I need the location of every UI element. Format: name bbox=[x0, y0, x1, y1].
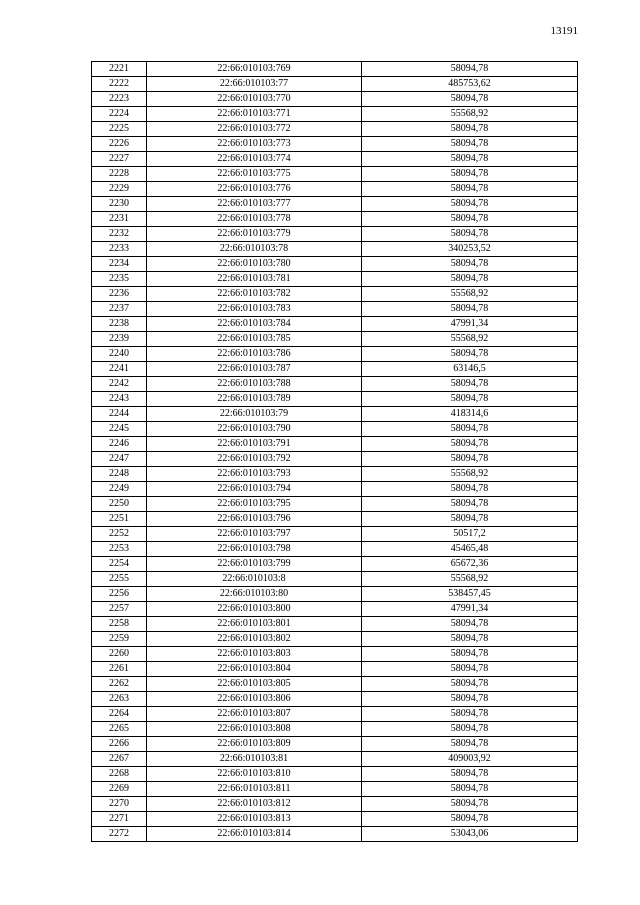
table-row bbox=[92, 782, 578, 797]
row-number-cell: 2258 bbox=[92, 617, 147, 632]
cadastral-value-cell: 58094,78 bbox=[362, 137, 578, 152]
cadastral-value-cell: 58094,78 bbox=[362, 767, 578, 782]
cadastral-value-table bbox=[91, 61, 578, 842]
cadastral-number-cell: 22:66:010103:799 bbox=[147, 557, 362, 572]
cadastral-value-cell: 58094,78 bbox=[362, 302, 578, 317]
cadastral-value-cell: 58094,78 bbox=[362, 272, 578, 287]
table-row bbox=[92, 512, 578, 527]
cadastral-number-cell: 22:66:010103:81 bbox=[147, 752, 362, 767]
table-row bbox=[92, 287, 578, 302]
table-row bbox=[92, 257, 578, 272]
table-row bbox=[92, 752, 578, 767]
row-number-cell: 2241 bbox=[92, 362, 147, 377]
row-number-cell: 2243 bbox=[92, 392, 147, 407]
row-number-cell: 2225 bbox=[92, 122, 147, 137]
cadastral-number-cell: 22:66:010103:811 bbox=[147, 782, 362, 797]
cadastral-value-cell: 58094,78 bbox=[362, 197, 578, 212]
table-row bbox=[92, 137, 578, 152]
cadastral-number-cell: 22:66:010103:792 bbox=[147, 452, 362, 467]
table-row bbox=[92, 437, 578, 452]
table-row bbox=[92, 167, 578, 182]
cadastral-number-cell: 22:66:010103:774 bbox=[147, 152, 362, 167]
table-row bbox=[92, 152, 578, 167]
cadastral-value-cell: 63146,5 bbox=[362, 362, 578, 377]
cadastral-value-cell: 58094,78 bbox=[362, 92, 578, 107]
cadastral-value-cell: 53043,06 bbox=[362, 827, 578, 842]
row-number-cell: 2249 bbox=[92, 482, 147, 497]
cadastral-value-cell: 58094,78 bbox=[362, 422, 578, 437]
row-number-cell: 2226 bbox=[92, 137, 147, 152]
cadastral-number-cell: 22:66:010103:813 bbox=[147, 812, 362, 827]
table-row bbox=[92, 197, 578, 212]
table-row bbox=[92, 797, 578, 812]
table-row bbox=[92, 572, 578, 587]
table-row bbox=[92, 317, 578, 332]
row-number-cell: 2270 bbox=[92, 797, 147, 812]
row-number-cell: 2262 bbox=[92, 677, 147, 692]
table-row bbox=[92, 662, 578, 677]
table-row bbox=[92, 557, 578, 572]
table-row bbox=[92, 332, 578, 347]
table-row bbox=[92, 92, 578, 107]
table-row bbox=[92, 392, 578, 407]
cadastral-number-cell: 22:66:010103:786 bbox=[147, 347, 362, 362]
row-number-cell: 2252 bbox=[92, 527, 147, 542]
row-number-cell: 2231 bbox=[92, 212, 147, 227]
table-row bbox=[92, 497, 578, 512]
cadastral-number-cell: 22:66:010103:784 bbox=[147, 317, 362, 332]
row-number-cell: 2223 bbox=[92, 92, 147, 107]
table-row bbox=[92, 767, 578, 782]
row-number-cell: 2251 bbox=[92, 512, 147, 527]
row-number-cell: 2269 bbox=[92, 782, 147, 797]
table-row bbox=[92, 707, 578, 722]
row-number-cell: 2238 bbox=[92, 317, 147, 332]
cadastral-number-cell: 22:66:010103:790 bbox=[147, 422, 362, 437]
cadastral-number-cell: 22:66:010103:78 bbox=[147, 242, 362, 257]
cadastral-value-cell: 418314,6 bbox=[362, 407, 578, 422]
row-number-cell: 2248 bbox=[92, 467, 147, 482]
cadastral-value-cell: 55568,92 bbox=[362, 107, 578, 122]
table-row bbox=[92, 77, 578, 92]
table-row bbox=[92, 272, 578, 287]
cadastral-value-cell: 58094,78 bbox=[362, 647, 578, 662]
row-number-cell: 2229 bbox=[92, 182, 147, 197]
cadastral-value-cell: 58094,78 bbox=[362, 632, 578, 647]
table-row bbox=[92, 737, 578, 752]
cadastral-number-cell: 22:66:010103:798 bbox=[147, 542, 362, 557]
table-row bbox=[92, 107, 578, 122]
row-number-cell: 2221 bbox=[92, 62, 147, 77]
cadastral-value-cell: 58094,78 bbox=[362, 167, 578, 182]
cadastral-number-cell: 22:66:010103:800 bbox=[147, 602, 362, 617]
cadastral-value-cell: 55568,92 bbox=[362, 287, 578, 302]
row-number-cell: 2239 bbox=[92, 332, 147, 347]
row-number-cell: 2250 bbox=[92, 497, 147, 512]
cadastral-value-cell: 58094,78 bbox=[362, 377, 578, 392]
table-row bbox=[92, 482, 578, 497]
cadastral-number-cell: 22:66:010103:788 bbox=[147, 377, 362, 392]
cadastral-value-cell: 47991,34 bbox=[362, 317, 578, 332]
cadastral-value-cell: 538457,45 bbox=[362, 587, 578, 602]
cadastral-number-cell: 22:66:010103:809 bbox=[147, 737, 362, 752]
table-row bbox=[92, 647, 578, 662]
cadastral-number-cell: 22:66:010103:777 bbox=[147, 197, 362, 212]
row-number-cell: 2246 bbox=[92, 437, 147, 452]
cadastral-number-cell: 22:66:010103:814 bbox=[147, 827, 362, 842]
row-number-cell: 2256 bbox=[92, 587, 147, 602]
table-row bbox=[92, 542, 578, 557]
cadastral-value-cell: 58094,78 bbox=[362, 347, 578, 362]
row-number-cell: 2253 bbox=[92, 542, 147, 557]
row-number-cell: 2260 bbox=[92, 647, 147, 662]
table-row bbox=[92, 242, 578, 257]
table-row bbox=[92, 362, 578, 377]
cadastral-number-cell: 22:66:010103:804 bbox=[147, 662, 362, 677]
table-row bbox=[92, 602, 578, 617]
cadastral-number-cell: 22:66:010103:787 bbox=[147, 362, 362, 377]
table-row bbox=[92, 812, 578, 827]
row-number-cell: 2224 bbox=[92, 107, 147, 122]
table-body bbox=[92, 62, 578, 842]
cadastral-value-cell: 58094,78 bbox=[362, 437, 578, 452]
cadastral-number-cell: 22:66:010103:803 bbox=[147, 647, 362, 662]
table-row bbox=[92, 407, 578, 422]
cadastral-number-cell: 22:66:010103:779 bbox=[147, 227, 362, 242]
cadastral-value-cell: 58094,78 bbox=[362, 212, 578, 227]
cadastral-number-cell: 22:66:010103:810 bbox=[147, 767, 362, 782]
cadastral-number-cell: 22:66:010103:79 bbox=[147, 407, 362, 422]
cadastral-number-cell: 22:66:010103:791 bbox=[147, 437, 362, 452]
row-number-cell: 2242 bbox=[92, 377, 147, 392]
table-row bbox=[92, 212, 578, 227]
row-number-cell: 2263 bbox=[92, 692, 147, 707]
cadastral-value-cell: 58094,78 bbox=[362, 737, 578, 752]
cadastral-value-cell: 58094,78 bbox=[362, 182, 578, 197]
cadastral-value-cell: 58094,78 bbox=[362, 452, 578, 467]
cadastral-value-cell: 58094,78 bbox=[362, 617, 578, 632]
row-number-cell: 2234 bbox=[92, 257, 147, 272]
row-number-cell: 2235 bbox=[92, 272, 147, 287]
row-number-cell: 2236 bbox=[92, 287, 147, 302]
row-number-cell: 2267 bbox=[92, 752, 147, 767]
row-number-cell: 2257 bbox=[92, 602, 147, 617]
table-row bbox=[92, 587, 578, 602]
cadastral-value-cell: 58094,78 bbox=[362, 722, 578, 737]
cadastral-value-cell: 58094,78 bbox=[362, 512, 578, 527]
cadastral-number-cell: 22:66:010103:812 bbox=[147, 797, 362, 812]
table-row bbox=[92, 377, 578, 392]
cadastral-number-cell: 22:66:010103:795 bbox=[147, 497, 362, 512]
cadastral-value-cell: 55568,92 bbox=[362, 332, 578, 347]
cadastral-value-cell: 340253,52 bbox=[362, 242, 578, 257]
row-number-cell: 2240 bbox=[92, 347, 147, 362]
cadastral-number-cell: 22:66:010103:778 bbox=[147, 212, 362, 227]
cadastral-number-cell: 22:66:010103:797 bbox=[147, 527, 362, 542]
row-number-cell: 2259 bbox=[92, 632, 147, 647]
row-number-cell: 2230 bbox=[92, 197, 147, 212]
cadastral-value-cell: 58094,78 bbox=[362, 392, 578, 407]
cadastral-value-cell: 55568,92 bbox=[362, 467, 578, 482]
page-number: 13191 bbox=[550, 25, 578, 37]
row-number-cell: 2228 bbox=[92, 167, 147, 182]
cadastral-number-cell: 22:66:010103:808 bbox=[147, 722, 362, 737]
cadastral-value-cell: 58094,78 bbox=[362, 482, 578, 497]
cadastral-value-cell: 58094,78 bbox=[362, 782, 578, 797]
row-number-cell: 2272 bbox=[92, 827, 147, 842]
cadastral-number-cell: 22:66:010103:794 bbox=[147, 482, 362, 497]
cadastral-value-cell: 58094,78 bbox=[362, 62, 578, 77]
row-number-cell: 2237 bbox=[92, 302, 147, 317]
cadastral-number-cell: 22:66:010103:8 bbox=[147, 572, 362, 587]
cadastral-number-cell: 22:66:010103:793 bbox=[147, 467, 362, 482]
cadastral-value-cell: 58094,78 bbox=[362, 152, 578, 167]
row-number-cell: 2265 bbox=[92, 722, 147, 737]
row-number-cell: 2232 bbox=[92, 227, 147, 242]
cadastral-value-cell: 58094,78 bbox=[362, 677, 578, 692]
table-row bbox=[92, 467, 578, 482]
cadastral-value-cell: 45465,48 bbox=[362, 542, 578, 557]
row-number-cell: 2227 bbox=[92, 152, 147, 167]
cadastral-number-cell: 22:66:010103:775 bbox=[147, 167, 362, 182]
table-row bbox=[92, 122, 578, 137]
row-number-cell: 2271 bbox=[92, 812, 147, 827]
table-row bbox=[92, 722, 578, 737]
cadastral-value-cell: 58094,78 bbox=[362, 257, 578, 272]
cadastral-number-cell: 22:66:010103:776 bbox=[147, 182, 362, 197]
cadastral-value-cell: 58094,78 bbox=[362, 497, 578, 512]
cadastral-value-cell: 58094,78 bbox=[362, 692, 578, 707]
table-row bbox=[92, 422, 578, 437]
row-number-cell: 2254 bbox=[92, 557, 147, 572]
table-row bbox=[92, 347, 578, 362]
cadastral-number-cell: 22:66:010103:773 bbox=[147, 137, 362, 152]
cadastral-value-cell: 58094,78 bbox=[362, 797, 578, 812]
cadastral-value-cell: 47991,34 bbox=[362, 602, 578, 617]
cadastral-number-cell: 22:66:010103:80 bbox=[147, 587, 362, 602]
row-number-cell: 2268 bbox=[92, 767, 147, 782]
row-number-cell: 2261 bbox=[92, 662, 147, 677]
cadastral-number-cell: 22:66:010103:796 bbox=[147, 512, 362, 527]
table-row bbox=[92, 692, 578, 707]
cadastral-value-cell: 58094,78 bbox=[362, 227, 578, 242]
cadastral-number-cell: 22:66:010103:782 bbox=[147, 287, 362, 302]
cadastral-number-cell: 22:66:010103:780 bbox=[147, 257, 362, 272]
cadastral-number-cell: 22:66:010103:769 bbox=[147, 62, 362, 77]
cadastral-value-cell: 485753,62 bbox=[362, 77, 578, 92]
table-row bbox=[92, 617, 578, 632]
row-number-cell: 2245 bbox=[92, 422, 147, 437]
table-row bbox=[92, 182, 578, 197]
row-number-cell: 2247 bbox=[92, 452, 147, 467]
cadastral-number-cell: 22:66:010103:785 bbox=[147, 332, 362, 347]
cadastral-number-cell: 22:66:010103:77 bbox=[147, 77, 362, 92]
cadastral-number-cell: 22:66:010103:783 bbox=[147, 302, 362, 317]
cadastral-value-cell: 58094,78 bbox=[362, 812, 578, 827]
table-row bbox=[92, 227, 578, 242]
cadastral-value-cell: 58094,78 bbox=[362, 707, 578, 722]
cadastral-number-cell: 22:66:010103:781 bbox=[147, 272, 362, 287]
cadastral-number-cell: 22:66:010103:771 bbox=[147, 107, 362, 122]
table-row bbox=[92, 302, 578, 317]
cadastral-number-cell: 22:66:010103:805 bbox=[147, 677, 362, 692]
cadastral-value-cell: 55568,92 bbox=[362, 572, 578, 587]
table-row bbox=[92, 827, 578, 842]
cadastral-number-cell: 22:66:010103:770 bbox=[147, 92, 362, 107]
row-number-cell: 2222 bbox=[92, 77, 147, 92]
row-number-cell: 2233 bbox=[92, 242, 147, 257]
cadastral-value-cell: 50517,2 bbox=[362, 527, 578, 542]
cadastral-number-cell: 22:66:010103:772 bbox=[147, 122, 362, 137]
row-number-cell: 2244 bbox=[92, 407, 147, 422]
cadastral-number-cell: 22:66:010103:802 bbox=[147, 632, 362, 647]
row-number-cell: 2264 bbox=[92, 707, 147, 722]
cadastral-number-cell: 22:66:010103:801 bbox=[147, 617, 362, 632]
table-row bbox=[92, 62, 578, 77]
cadastral-value-cell: 409003,92 bbox=[362, 752, 578, 767]
cadastral-number-cell: 22:66:010103:789 bbox=[147, 392, 362, 407]
cadastral-value-cell: 58094,78 bbox=[362, 122, 578, 137]
table-row bbox=[92, 677, 578, 692]
cadastral-value-cell: 65672,36 bbox=[362, 557, 578, 572]
table-row bbox=[92, 527, 578, 542]
cadastral-value-cell: 58094,78 bbox=[362, 662, 578, 677]
table-row bbox=[92, 632, 578, 647]
cadastral-number-cell: 22:66:010103:807 bbox=[147, 707, 362, 722]
row-number-cell: 2266 bbox=[92, 737, 147, 752]
cadastral-number-cell: 22:66:010103:806 bbox=[147, 692, 362, 707]
row-number-cell: 2255 bbox=[92, 572, 147, 587]
table-row bbox=[92, 452, 578, 467]
